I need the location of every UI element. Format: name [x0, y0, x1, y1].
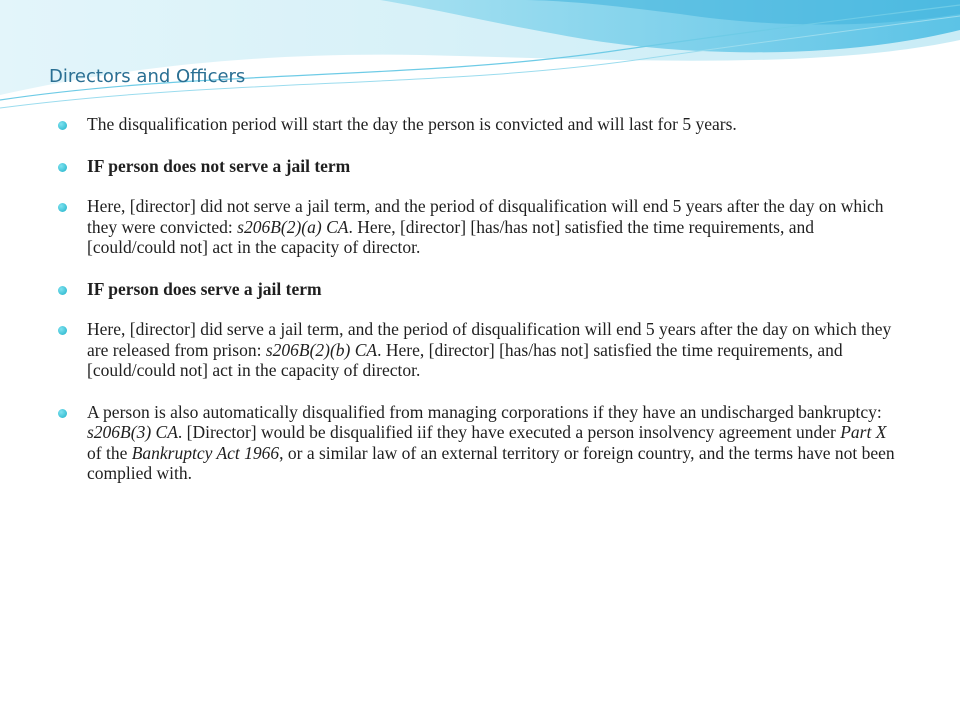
bullet-dot-icon — [58, 409, 67, 418]
bullet-text: . Here, [director] [has/has not] satisfied the time requirements, and [could/could not] act in the capacity of director. — [87, 216, 814, 257]
bullet-heading: IF person does not serve a jail term — [87, 155, 351, 176]
bullet-text: Here, [director] did serve a jail term, and the period of disqualification will end 5 years after the day on which they are released from prison: — [87, 319, 892, 360]
citation: s206B(3) CA — [87, 422, 178, 442]
bullet-item — [56, 196, 896, 258]
bullet-item — [56, 402, 896, 484]
bullet-text: , or a similar law of an external territory or foreign country, and the terms have not been complied with. — [87, 442, 895, 483]
bullet-text: Here, [director] did not serve a jail term, and the period of disqualification will end 5 years after the day on which they were convicted: — [87, 196, 884, 237]
bullet-item — [56, 279, 896, 300]
header-wave-decoration — [0, 0, 960, 120]
citation: s206B(2)(a) CA — [237, 216, 349, 237]
bullet-text: of the — [87, 442, 132, 463]
bullet-dot-icon — [58, 163, 67, 172]
bullet-text: . [Director] would be disqualified iif they have executed a person insolvency agreement under — [177, 422, 841, 442]
citation: Bankruptcy Act 1966 — [131, 442, 280, 463]
bullet-dot-icon — [58, 203, 67, 212]
slide-title: Directors and Officers — [49, 66, 246, 87]
bullet-item — [56, 156, 896, 177]
bullet-text: . Here, [director] [has/has not] satisfied the time requirements, and [could/could not] act in the capacity of director. — [87, 339, 843, 380]
bullet-dot-icon — [58, 286, 67, 295]
bullet-list — [56, 114, 896, 484]
bullet-heading: IF person does serve a jail term — [87, 278, 322, 299]
bullet-text: The disqualification period will start the day the person is convicted and will last for 5 years. — [87, 114, 737, 134]
bullet-dot-icon — [58, 121, 67, 130]
bullet-item — [56, 114, 896, 135]
bullet-dot-icon — [58, 326, 67, 335]
citation: Part X — [840, 422, 887, 442]
bullet-text: A person is also automatically disqualified from managing corporations if they have an undischarged bankruptcy: — [87, 401, 882, 422]
bullet-item — [56, 319, 896, 381]
citation: s206B(2)(b) CA — [265, 339, 378, 360]
